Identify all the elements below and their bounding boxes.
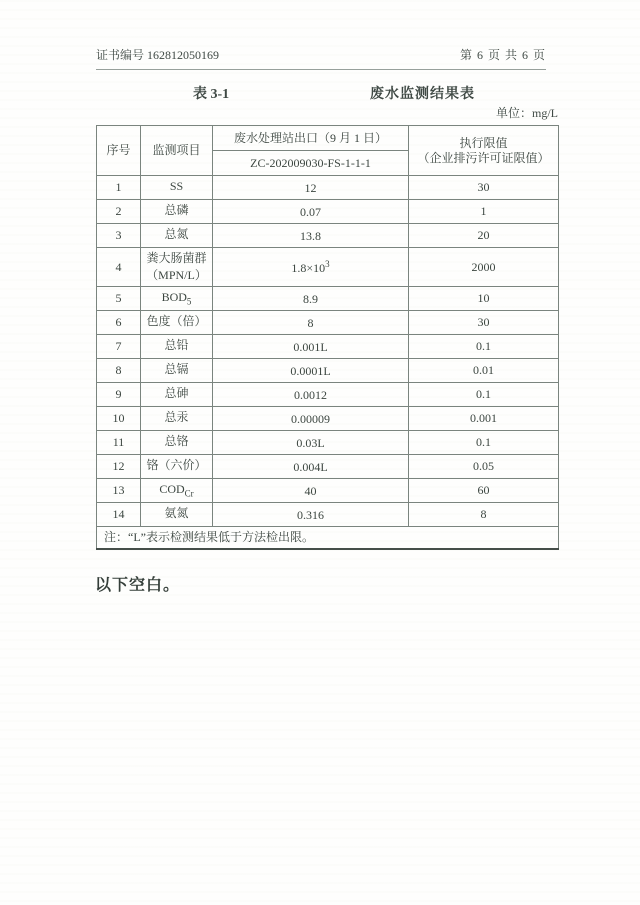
seq-cell: 9 (97, 383, 141, 407)
value-cell: 12 (213, 176, 409, 200)
value-cell: 0.03L (213, 431, 409, 455)
seq-cell: 13 (97, 479, 141, 503)
table-row (97, 503, 559, 527)
limit-cell: 0.1 (409, 431, 559, 455)
limit-cell: 30 (409, 176, 559, 200)
item-cell: 氨氮 (141, 503, 213, 527)
table-note: 注：“L”表示检测结果低于方法检出限。 (97, 527, 559, 550)
item-cell: 总氮 (141, 224, 213, 248)
seq-cell: 3 (97, 224, 141, 248)
page-header (96, 46, 546, 70)
table-note-row (97, 527, 559, 550)
item-cell: 总砷 (141, 383, 213, 407)
table-title-row (96, 83, 558, 101)
value-cell: 8.9 (213, 287, 409, 311)
value-cell: 0.316 (213, 503, 409, 527)
seq-cell: 8 (97, 359, 141, 383)
limit-cell: 8 (409, 503, 559, 527)
table-title: 废水监测结果表 (370, 87, 475, 102)
seq-cell: 10 (97, 407, 141, 431)
table-row (97, 200, 559, 224)
limit-cell: 1 (409, 200, 559, 224)
table-row (97, 407, 559, 431)
limit-cell: 0.001 (409, 407, 559, 431)
seq-cell: 12 (97, 455, 141, 479)
value-cell: 0.00009 (213, 407, 409, 431)
limit-cell: 0.1 (409, 383, 559, 407)
limit-cell: 0.01 (409, 359, 559, 383)
item-cell: 色度（倍） (141, 311, 213, 335)
page-number: 第 6 页 共 6 页 (459, 48, 546, 62)
value-cell: 0.0012 (213, 383, 409, 407)
table-row (97, 335, 559, 359)
item-cell: 铬（六价） (141, 455, 213, 479)
blank-below-note: 以下空白。 (95, 577, 181, 594)
table-row (97, 287, 559, 311)
seq-cell: 5 (97, 287, 141, 311)
value-cell: 13.8 (213, 224, 409, 248)
item-cell: 总汞 (141, 407, 213, 431)
seq-cell: 6 (97, 311, 141, 335)
table-row (97, 359, 559, 383)
item-cell: SS (141, 176, 213, 200)
certificate-number: 证书编号 162812050169 (96, 48, 220, 62)
seq-cell: 11 (97, 431, 141, 455)
limit-cell: 0.05 (409, 455, 559, 479)
limit-cell: 60 (409, 479, 559, 503)
value-cell: 0.004L (213, 455, 409, 479)
item-cell: $BOD_5$ (141, 287, 213, 311)
col-header-limit (409, 126, 559, 176)
table-row (97, 455, 559, 479)
limit-cell: 10 (409, 287, 559, 311)
limit-header-line1: 执行限值 (459, 135, 508, 150)
value-cell: $1.8\times 10^3$ (213, 248, 409, 287)
value-cell: 0.07 (213, 200, 409, 224)
col-header-sample-point: 废水处理站出口（9 月 1 日） (213, 126, 409, 151)
value-cell: 0.001L (213, 335, 409, 359)
table-row (97, 224, 559, 248)
item-cell: 总镉 (141, 359, 213, 383)
seq-cell: 14 (97, 503, 141, 527)
item-cell: 总铅 (141, 335, 213, 359)
table-row (97, 479, 559, 503)
unit-label: 单位：mg/L (496, 106, 558, 120)
seq-cell: 2 (97, 200, 141, 224)
table-row (97, 311, 559, 335)
wastewater-results-table (96, 125, 559, 550)
col-header-item: 监测项目 (141, 126, 213, 176)
value-cell: 8 (213, 311, 409, 335)
item-cell: 粪大肠菌群 （MPN/L） (141, 248, 213, 287)
limit-header-line2: （企业排污许可证限值） (417, 150, 550, 165)
table-row (97, 176, 559, 200)
limit-cell: 20 (409, 224, 559, 248)
item-cell: 总铬 (141, 431, 213, 455)
col-header-seq: 序号 (97, 126, 141, 176)
value-cell: 0.0001L (213, 359, 409, 383)
table-row (97, 383, 559, 407)
seq-cell: 4 (97, 248, 141, 287)
limit-cell: 30 (409, 311, 559, 335)
table-header-row-1 (97, 126, 559, 151)
seq-cell: 7 (97, 335, 141, 359)
seq-cell: 1 (97, 176, 141, 200)
item-cell: 总磷 (141, 200, 213, 224)
table-row (97, 248, 559, 287)
item-cell: $COD_{Cr}$ (141, 479, 213, 503)
limit-cell: 2000 (409, 248, 559, 287)
table-number: 表 3-1 (193, 87, 230, 102)
limit-cell: 0.1 (409, 335, 559, 359)
table-row (97, 431, 559, 455)
value-cell: 40 (213, 479, 409, 503)
col-header-sample-code: ZC-202009030-FS-1-1-1 (213, 151, 409, 176)
